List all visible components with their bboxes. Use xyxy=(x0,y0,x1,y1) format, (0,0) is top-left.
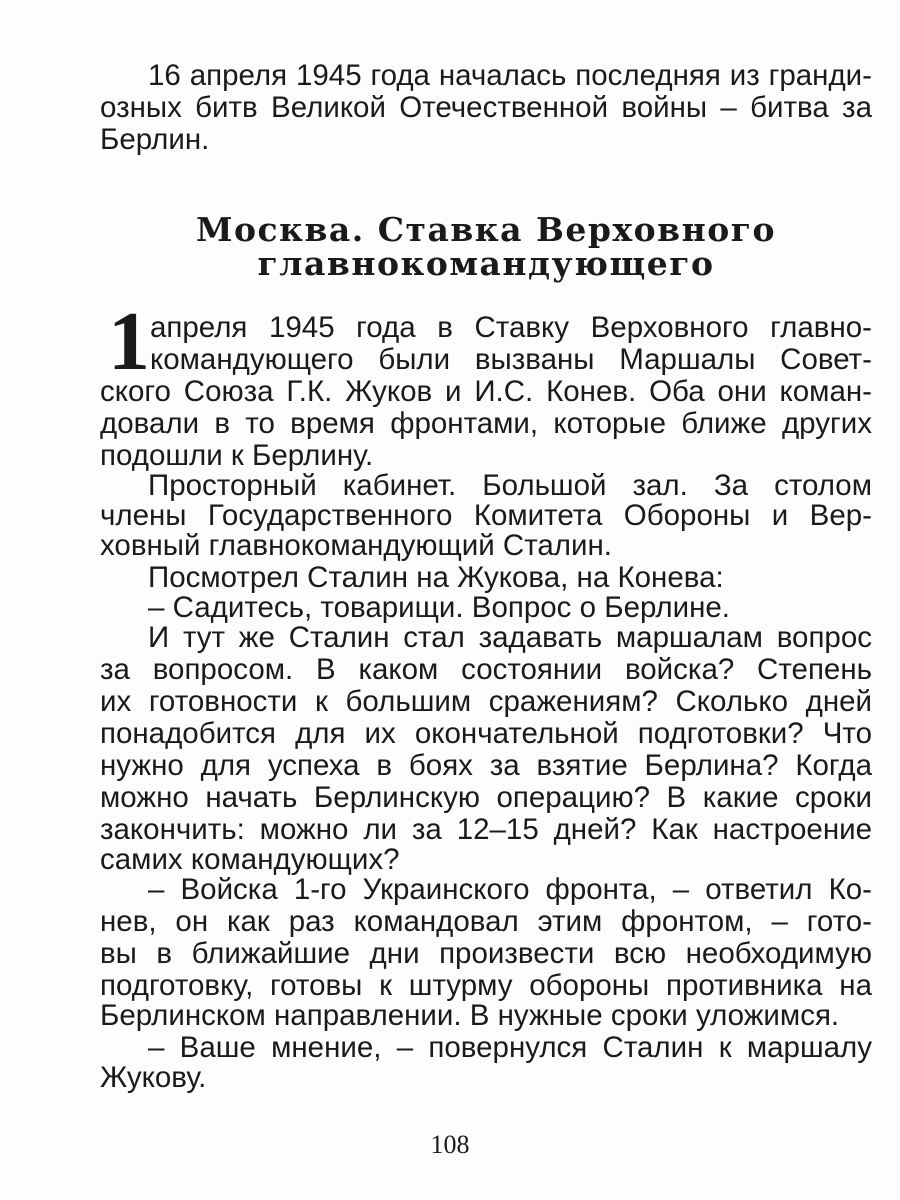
paragraph5-line-3: их готовности к большим сражениям? Сколько дней xyxy=(100,685,872,718)
paragraph7-line-1: – Ваше мнение, – повернулся Сталин к маршалу xyxy=(148,1031,872,1064)
drop-cap: 1 xyxy=(108,295,150,388)
paragraph2-line-2: члены Государственного Комитета Обороны и Вер- xyxy=(100,499,872,532)
paragraph5-line-4: понадобится для их окончательной подготовки? Что xyxy=(100,717,872,750)
paragraph5-line-6: можно начать Берлинскую операцию? В какие сроки xyxy=(100,781,872,814)
paragraph6-line-1: – Войска 1-го Украинского фронта, – ответил Ко- xyxy=(148,873,872,906)
paragraph1-line-2: командующего были вызваны Маршалы Совет- xyxy=(150,343,872,376)
paragraph1-line-3: ского Союза Г.К. Жуков и И.С. Конев. Оба они коман- xyxy=(100,375,872,408)
paragraph7-line-2: Жукову. xyxy=(100,1061,207,1094)
paragraph5-line-7: закончить: можно ли за 12–15 дней? Как настроение xyxy=(100,813,872,846)
paragraph5-line-2: за вопросом. В каком состоянии войска? Степень xyxy=(100,653,872,686)
paragraph6-line-3: вы в ближайшие дни произвести всю необходимую xyxy=(100,937,872,970)
paragraph1-line-4: довали в то время фронтами, которые ближе других xyxy=(100,407,872,440)
intro-line-1: 16 апреля 1945 года началась последняя из гранди- xyxy=(148,59,872,92)
section-heading-line-1: Москва. Ставка Верховного xyxy=(196,210,776,249)
paragraph5-line-5: нужно для успеха в боях за взятие Берлина? Когда xyxy=(100,749,872,782)
paragraph5-line-1: И тут же Сталин стал задавать маршалам вопрос xyxy=(148,621,872,654)
intro-line-3: Берлин. xyxy=(100,123,210,156)
paragraph4-line-1: – Садитесь, товарищи. Вопрос о Берлине. xyxy=(148,591,730,624)
section-heading-line-2: главнокомандующего xyxy=(257,244,715,283)
paragraph6-line-5: Берлинском направлении. В нужные сроки уложимся. xyxy=(100,999,840,1032)
paragraph2-line-1: Просторный кабинет. Большой зал. За столом xyxy=(148,469,872,502)
paragraph6-line-4: подготовку, готовы к штурму обороны противника на xyxy=(100,969,872,1002)
paragraph1-line-1: апреля 1945 года в Ставку Верховного главно- xyxy=(150,311,872,344)
paragraph5-line-8: самих командующих? xyxy=(100,843,400,876)
intro-line-2: озных битв Великой Отечественной войны – битва за xyxy=(100,91,872,124)
paragraph1-line-5: подошли к Берлину. xyxy=(100,439,374,472)
paragraph6-line-2: нев, он как раз командовал этим фронтом, – гото- xyxy=(100,905,872,938)
paragraph3-line-1: Посмотрел Сталин на Жукова, на Конева: xyxy=(148,561,724,594)
page-number: 108 xyxy=(430,1130,470,1159)
paragraph2-line-3: ховный главнокомандующий Сталин. xyxy=(100,529,612,562)
